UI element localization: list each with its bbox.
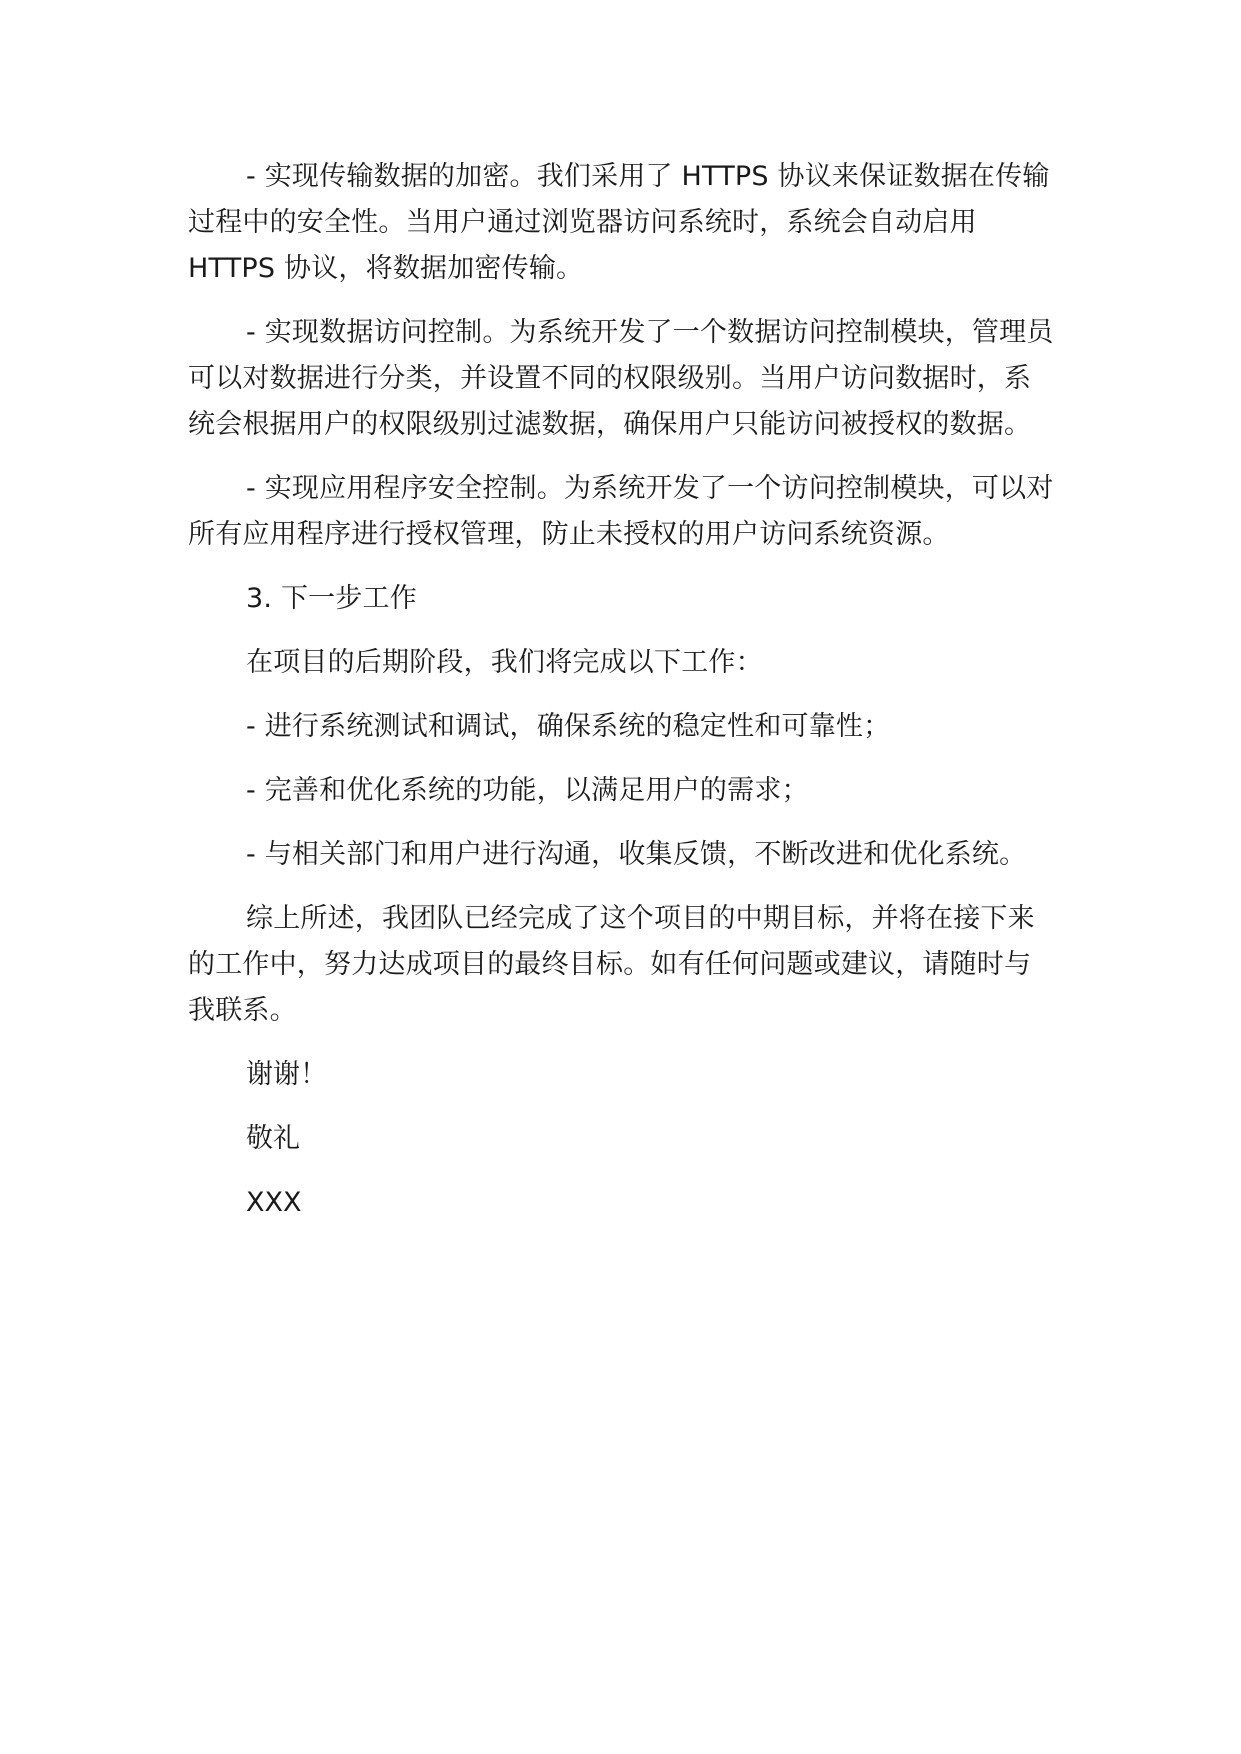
text-line: - 进行系统测试和调试，确保系统的稳定性和可靠性； — [246, 711, 891, 742]
list-item-optimization — [188, 768, 1058, 814]
text-line: 的工作中，努力达成项目的最终目标。如有任何问题或建议，请随时与 — [188, 949, 1032, 980]
text-line: 综上所述，我团队已经完成了这个项目的中期目标，并将在接下来 — [246, 903, 1035, 934]
paragraph-data-access-control — [188, 310, 1058, 448]
paragraph-app-security-control — [188, 466, 1058, 558]
text-line: HTTPS 协议，将数据加密传输。 — [188, 253, 584, 284]
text-line: 我联系。 — [188, 995, 297, 1026]
closing-thanks: 谢谢！ — [246, 1059, 327, 1090]
closing-regards: 敬礼 — [246, 1123, 300, 1154]
text-line: - 实现应用程序安全控制。为系统开发了一个访问控制模块，可以对 — [246, 473, 1054, 504]
paragraph-summary — [188, 896, 1058, 1034]
list-item-communication — [188, 832, 1058, 878]
document-body — [188, 154, 1058, 1244]
text-line: 过程中的安全性。当用户通过浏览器访问系统时，系统会自动启用 — [188, 207, 977, 238]
text-line: 在项目的后期阶段，我们将完成以下工作： — [246, 647, 763, 678]
signature: XXX — [246, 1187, 302, 1218]
text-line: 可以对数据进行分类，并设置不同的权限级别。当用户访问数据时，系 — [188, 363, 1032, 394]
list-item-testing — [188, 704, 1058, 750]
text-line: 3. 下一步工作 — [246, 583, 417, 614]
paragraph-next-steps-intro — [188, 640, 1058, 686]
text-line: 统会根据用户的权限级别过滤数据，确保用户只能访问被授权的数据。 — [188, 409, 1032, 440]
text-line: - 实现传输数据的加密。我们采用了 HTTPS 协议来保证数据在传输 — [246, 161, 1050, 192]
text-line: 所有应用程序进行授权管理，防止未授权的用户访问系统资源。 — [188, 519, 950, 550]
paragraph-encryption — [188, 154, 1058, 292]
text-line: - 实现数据访问控制。为系统开发了一个数据访问控制模块，管理员 — [246, 317, 1054, 348]
section-heading-next-steps — [188, 576, 1058, 622]
text-line: - 与相关部门和用户进行沟通，收集反馈，不断改进和优化系统。 — [246, 839, 1027, 870]
text-line: - 完善和优化系统的功能，以满足用户的需求； — [246, 775, 809, 806]
